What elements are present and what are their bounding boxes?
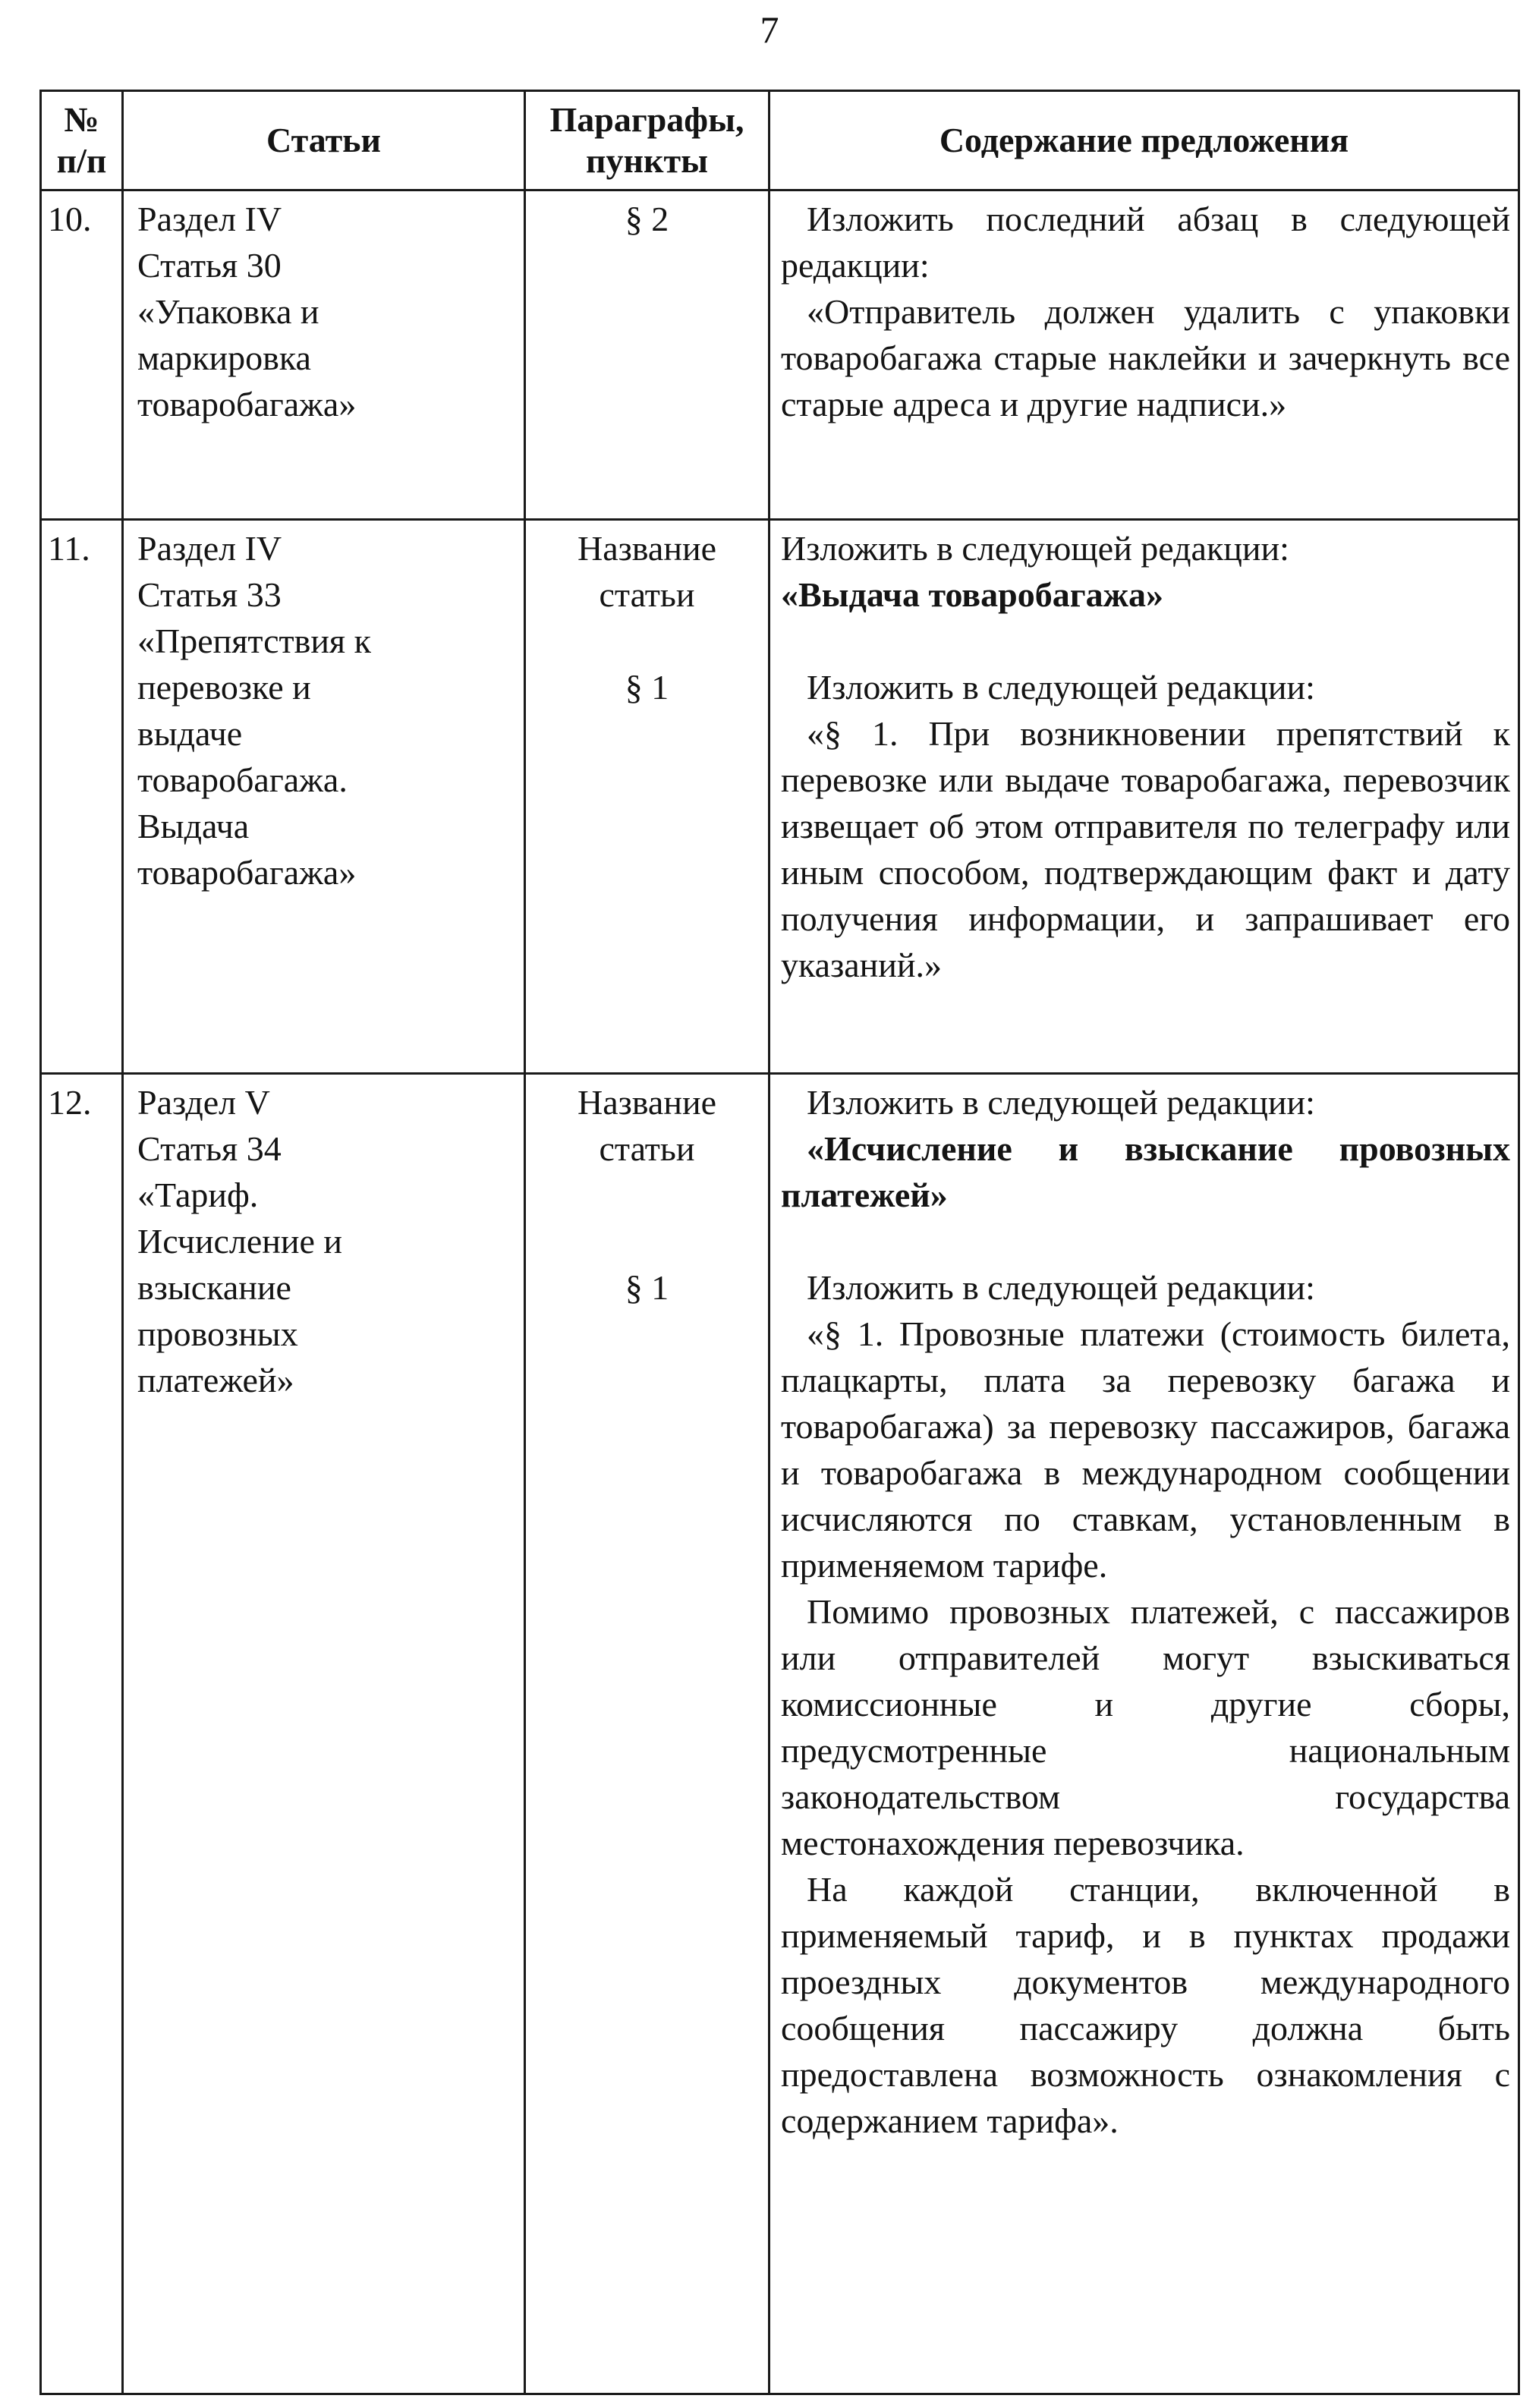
article-line: маркировка	[137, 338, 311, 377]
article-line: «Препятствия к	[137, 622, 371, 660]
spacer	[781, 1218, 1510, 1264]
paragraph-ref: статьи	[599, 1129, 695, 1168]
paragraph-ref: § 2	[625, 200, 669, 238]
article-line: взыскание	[137, 1268, 291, 1307]
article-line: перевозке и	[137, 668, 311, 707]
article-line: Статья 33	[137, 575, 282, 614]
spacer	[781, 618, 1510, 664]
article-line: платежей»	[137, 1361, 294, 1399]
content-text: «Отправитель должен удалить с упаковки товаробагажа старые наклейки и зачеркнуть все старые адреса и другие надписи.»	[781, 292, 1510, 423]
spacer	[533, 1172, 760, 1264]
article-line: «Тариф.	[137, 1176, 259, 1214]
content-text: «§ 1. Провозные платежи (стоимость билета, плацкарты, плата за перевозку багажа и товаробагажа) за перевозку пассажиров, багажа и товаробагажа в международном сообщении исчисляются по ставкам, установленным в применяемом тарифе.	[781, 1314, 1510, 1585]
row-content	[770, 520, 1519, 1074]
content-text: «§ 1. При возникновении препятствий к перевозке или выдаче товаробагажа, перевозчик извещает об этом отправителя по телеграфу или иным способом, подтверждающим факт и дату получения информации, и запрашивает его указаний.»	[781, 714, 1510, 984]
table-row	[41, 1074, 1519, 2394]
header-number	[41, 91, 123, 190]
header-number-line1: №	[64, 100, 99, 139]
paragraph-ref: Название	[578, 529, 716, 568]
content-instruction: Изложить последний абзац в следующей редакции:	[781, 200, 1510, 285]
page-number: 7	[760, 8, 779, 51]
row-number: 10.	[41, 190, 123, 520]
content-text: Помимо провозных платежей, с пассажиров или отправителей могут взыскиваться комиссионные и другие сборы, предусмотренные национальным законодательством государства местонахождения перевозчика.	[781, 1592, 1510, 1862]
row-paragraphs	[525, 520, 770, 1074]
row-number: 11.	[41, 520, 123, 1074]
row-articles	[123, 190, 525, 520]
paragraph-ref: Название	[578, 1083, 716, 1122]
table-row	[41, 520, 1519, 1074]
row-paragraphs	[525, 1074, 770, 2394]
article-line: Раздел IV	[137, 529, 282, 568]
header-content: Содержание предложения	[770, 91, 1519, 190]
article-line: Статья 34	[137, 1129, 282, 1168]
article-line: провозных	[137, 1314, 298, 1353]
proposal-table	[39, 90, 1520, 2395]
row-articles	[123, 1074, 525, 2394]
row-paragraphs	[525, 190, 770, 520]
header-paragraphs-line1: Параграфы,	[549, 100, 744, 139]
article-line: товаробагажа.	[137, 760, 348, 799]
header-paragraphs	[525, 91, 770, 190]
proposal-table-wrapper	[39, 90, 1520, 2395]
content-instruction: Изложить в следующей редакции:	[807, 1268, 1315, 1307]
row-content	[770, 190, 1519, 520]
content-title: «Исчисление и взыскание провозных платежей»	[781, 1129, 1510, 1214]
spacer	[533, 618, 760, 664]
article-line: Раздел V	[137, 1083, 270, 1122]
table-header-row	[41, 91, 1519, 190]
paragraph-ref: § 1	[625, 1268, 669, 1307]
row-content	[770, 1074, 1519, 2394]
row-articles	[123, 520, 525, 1074]
article-line: Исчисление и	[137, 1222, 343, 1261]
article-line: Выдача	[137, 807, 250, 845]
header-paragraphs-line2: пункты	[585, 141, 709, 180]
paragraph-ref: статьи	[599, 575, 695, 614]
article-line: Раздел IV	[137, 200, 282, 238]
article-line: товаробагажа»	[137, 385, 357, 423]
article-line: Статья 30	[137, 246, 282, 285]
content-title: «Выдача товаробагажа»	[781, 575, 1163, 614]
article-line: выдаче	[137, 714, 243, 753]
content-instruction: Изложить в следующей редакции:	[807, 1083, 1315, 1122]
article-line: «Упаковка и	[137, 292, 319, 331]
paragraph-ref: § 1	[625, 668, 669, 707]
header-articles: Статьи	[123, 91, 525, 190]
header-number-line2: п/п	[56, 141, 107, 180]
article-line: товаробагажа»	[137, 853, 357, 892]
content-instruction: Изложить в следующей редакции:	[807, 668, 1315, 707]
content-text: На каждой станции, включенной в применяемый тариф, и в пунктах продажи проездных документов международного сообщения пассажиру должна быть предоставлена возможность ознакомления с содержанием тарифа».	[781, 1870, 1510, 2140]
table-row	[41, 190, 1519, 520]
content-instruction: Изложить в следующей редакции:	[781, 529, 1289, 568]
row-number: 12.	[41, 1074, 123, 2394]
